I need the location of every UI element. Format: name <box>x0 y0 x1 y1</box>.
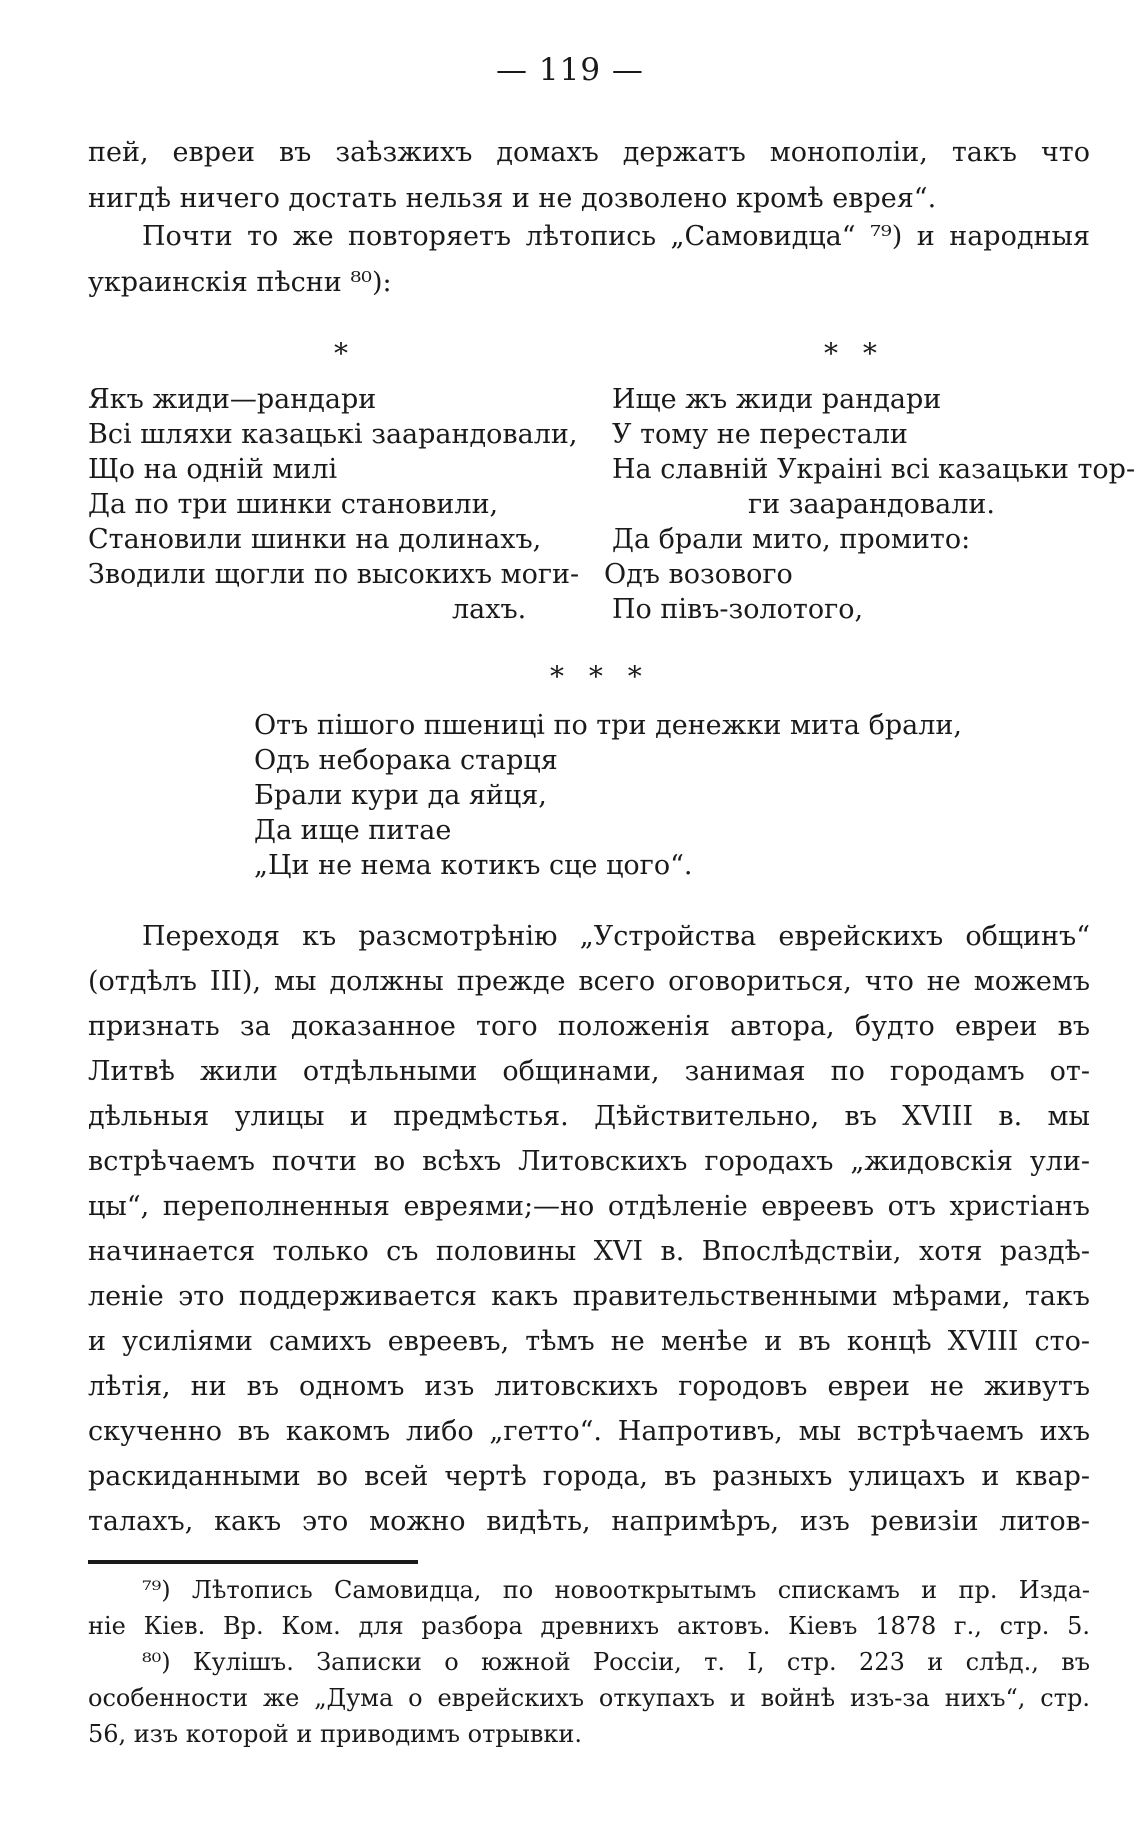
text-line: признать за доказанное того положенія автора, будто евреи въ <box>88 1011 1090 1042</box>
stanza-marker: * * <box>824 337 885 370</box>
footnote-line: особенности же „Дума о еврейскихъ откупахъ и войнѣ изъ-за нихъ“, стр. <box>88 1684 1090 1712</box>
verse-line: Ище жъ жиди рандари <box>612 384 942 415</box>
text-line: Почти то же повторяетъ лѣтопись „Самовидца“ ⁷⁹) и народныя <box>142 221 1090 252</box>
verse-line: Одъ неборака старця <box>254 745 558 776</box>
stanza-marker: * * * <box>550 660 650 693</box>
text-line: Литвѣ жили отдѣльными общинами, занимая по городамъ от- <box>88 1056 1090 1087</box>
footnote-line: 56, изъ которой и приводимъ отрывки. <box>88 1720 583 1748</box>
footnote-line: ніе Кіев. Вр. Ком. для разбора древнихъ актовъ. Кіевъ 1878 г., стр. 5. <box>88 1612 1090 1640</box>
verse-line: „Ци не нема котикъ сце цого“. <box>254 850 693 881</box>
text-line: (отдѣлъ III), мы должны прежде всего оговориться, что не можемъ <box>88 966 1090 997</box>
text-line: раскиданными во всей чертѣ города, въ разныхъ улицахъ и квар- <box>88 1461 1090 1492</box>
text-line: начинается только съ половины XVI в. Впослѣдствіи, хотя раздѣ- <box>88 1236 1090 1267</box>
verse-line: Брали кури да яйця, <box>254 780 547 811</box>
stanza-marker: * <box>334 337 356 370</box>
verse-line: Да по три шинки становили, <box>88 489 499 520</box>
verse-line: ги заарандовали. <box>748 489 995 520</box>
verse-line: У тому не перестали <box>612 419 908 450</box>
verse-line: Всі шляхи казацькі заарандовали, <box>88 419 578 450</box>
text-line: цы“, переполненныя евреями;—но отдѣленіе евреевъ отъ христіанъ <box>88 1191 1090 1222</box>
text-line: встрѣчаемъ почти во всѣхъ Литовскихъ городахъ „жидовскія ули- <box>88 1146 1090 1177</box>
page-number: — 119 — <box>496 52 644 88</box>
text-line: украинскія пѣсни ⁸⁰): <box>88 267 392 298</box>
verse-line: Що на одній милі <box>88 454 338 485</box>
verse-line: Да брали мито, промито: <box>612 524 971 555</box>
text-line: лѣтія, ни въ одномъ изъ литовскихъ городовъ евреи не живутъ <box>88 1371 1090 1402</box>
text-line: нигдѣ ничего достать нельзя и не дозволено кромѣ еврея“. <box>88 183 937 214</box>
verse-line: Становили шинки на долинахъ, <box>88 524 542 555</box>
verse-line: Одъ возового <box>604 559 793 590</box>
verse-line: лахъ. <box>452 594 527 625</box>
verse-line: Да ище питае <box>254 815 452 846</box>
text-line: Переходя къ разсмотрѣнію „Устройства еврейскихъ общинъ“ <box>142 921 1090 952</box>
footnote-separator <box>88 1560 418 1564</box>
verse-line: По півъ-золотого, <box>612 594 864 625</box>
text-line: леніе это поддерживается какъ правительственными мѣрами, такъ <box>88 1281 1090 1312</box>
footnote-line: ⁸⁰) Кулішъ. Записки о южной Россіи, т. I, стр. 223 и слѣд., въ <box>142 1648 1090 1676</box>
verse-line: Зводили щогли по высокихъ моги- <box>88 559 580 590</box>
text-line: талахъ, какъ это можно видѣть, напримѣръ, изъ ревизіи литов- <box>88 1506 1090 1537</box>
text-line: и усиліями самихъ евреевъ, тѣмъ не менѣе и въ концѣ XVIII сто- <box>88 1326 1090 1357</box>
text-line: дѣльныя улицы и предмѣстья. Дѣйствительно, въ XVIII в. мы <box>88 1101 1090 1132</box>
verse-line: На славній Украіні всі казацьки тор- <box>612 454 1136 485</box>
text-line: скученно въ какомъ либо „гетто“. Напротивъ, мы встрѣчаемъ ихъ <box>88 1416 1090 1447</box>
verse-line: Якъ жиди—рандари <box>88 384 377 415</box>
footnote-line: ⁷⁹) Лѣтопись Самовидца, по новооткрытымъ спискамъ и пр. Изда- <box>142 1576 1090 1604</box>
text-line: пей, евреи въ заѣзжихъ домахъ держатъ монополіи, такъ что <box>88 137 1090 168</box>
verse-line: Отъ пішого пшениці по три денежки мита брали, <box>254 710 962 741</box>
